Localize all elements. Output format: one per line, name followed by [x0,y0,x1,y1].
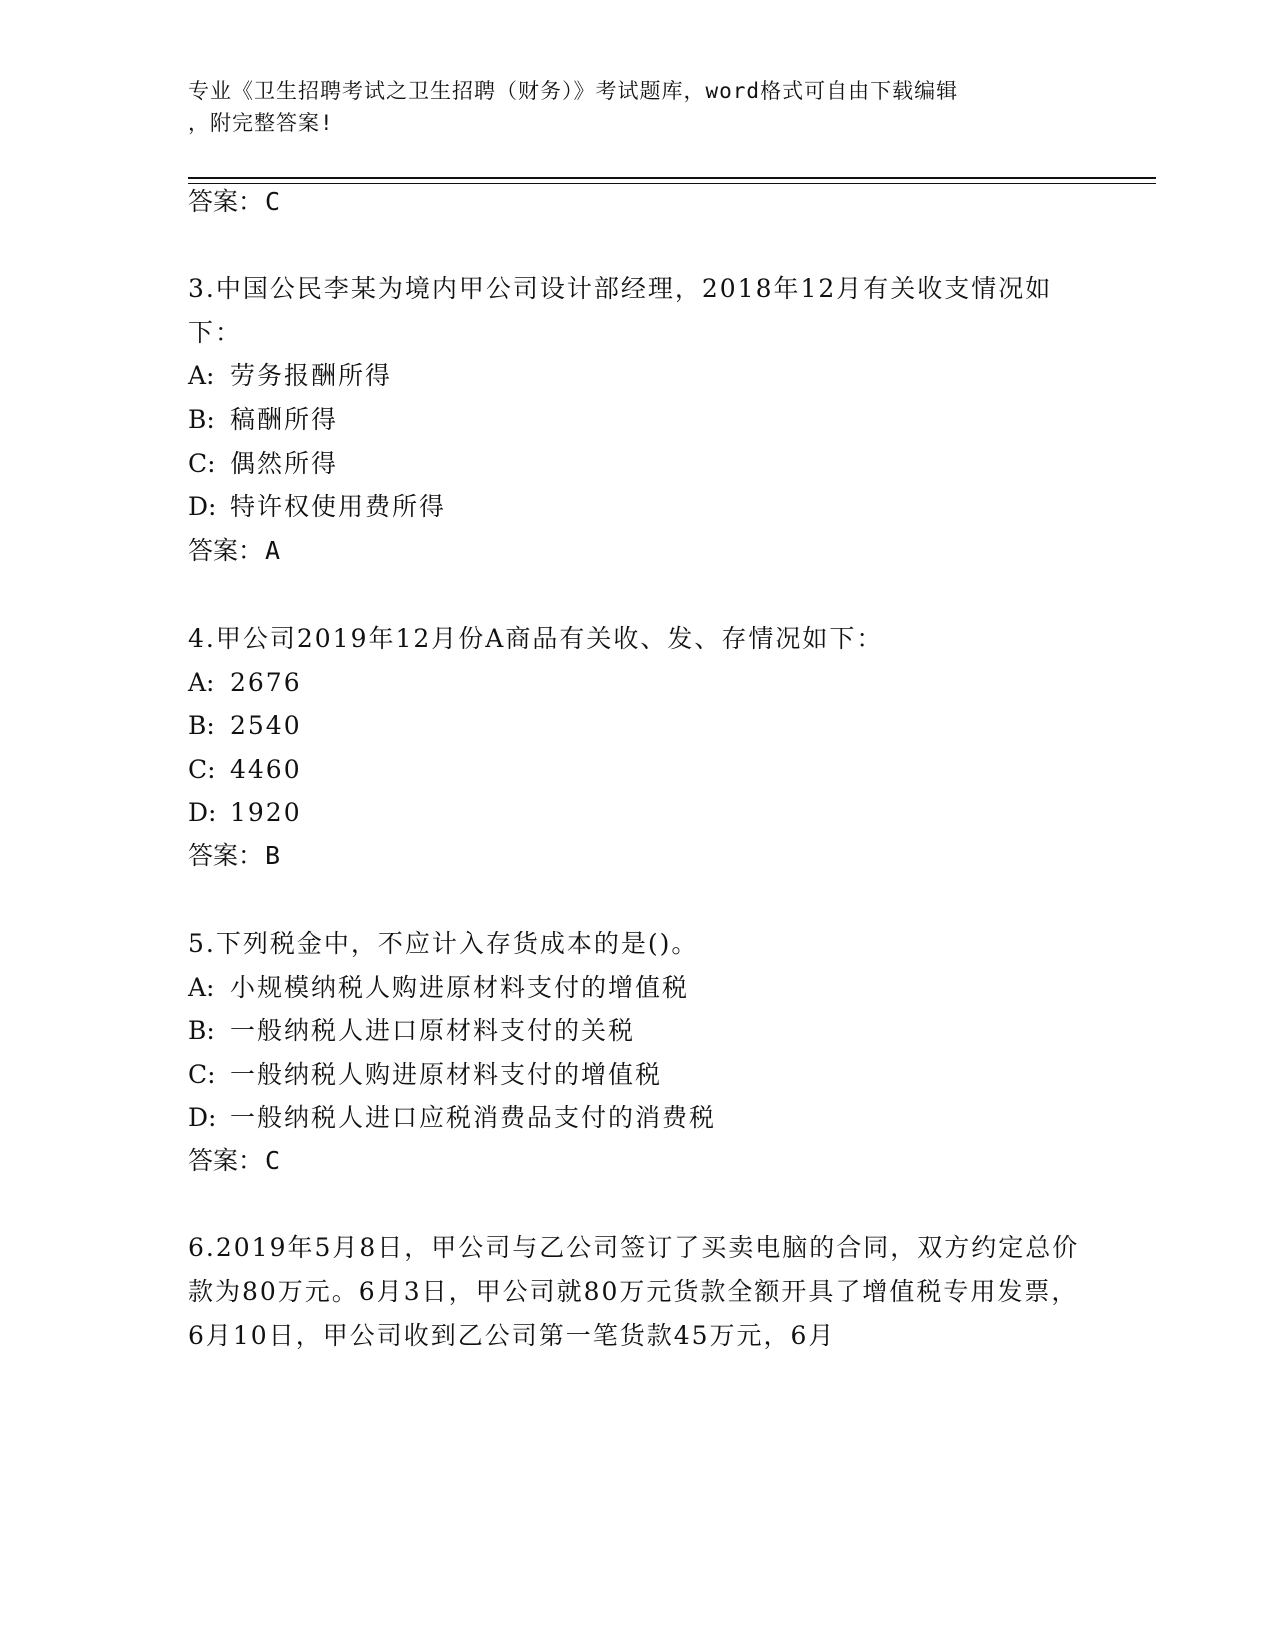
option-key: B: [188,711,215,740]
option-key: C: [188,449,216,478]
option-text: 小规模纳税人购进原材料支付的增值税 [230,973,690,1002]
question-stem: 3.中国公民李某为境内甲公司设计部经理，2018年12月有关收支情况如下： [188,274,1053,347]
option-text: 一般纳税人购进原材料支付的增值税 [230,1060,663,1089]
option-c [188,755,1088,785]
question-stem: 5.下列税金中，不应计入存货成本的是()。 [188,929,699,958]
option-text: 一般纳税人进口原材料支付的关税 [230,1016,636,1045]
option-text: 1920 [230,798,302,827]
option-d [188,492,1088,522]
option-text: 2540 [230,711,302,740]
option-text: 4460 [230,755,302,784]
option-text: 一般纳税人进口应税消费品支付的消费税 [230,1103,717,1132]
option-text: 偶然所得 [230,449,339,478]
option-a [188,361,1088,391]
option-key: C: [188,1060,216,1089]
question-stem: 4.甲公司2019年12月份A商品有关收、发、存情况如下： [188,624,884,653]
answer-line [188,841,280,871]
option-a [188,668,1088,698]
option-d [188,1103,1088,1133]
header-title-line2: ，附完整答案! [188,111,334,135]
answer-line [188,187,280,217]
answer-value: C [265,187,281,216]
header-rule-thick [188,177,1156,179]
option-d [188,798,1088,828]
header-title-line1: 专业《卫生招聘考试之卫生招聘（财务）》考试题库，word格式可自由下载编辑 [188,79,959,103]
option-b [188,1016,1088,1046]
answer-line [188,536,280,566]
answer-label: 答案： [188,536,264,565]
option-key: D: [188,798,217,827]
option-c [188,1060,1088,1090]
option-text: 稿酬所得 [230,405,339,434]
answer-label: 答案： [188,187,264,216]
option-key: D: [188,492,217,521]
option-c [188,449,1088,479]
answer-value: B [265,841,281,870]
answer-label: 答案： [188,1146,264,1175]
option-text: 特许权使用费所得 [230,492,447,521]
answer-value: A [265,536,281,565]
option-key: D: [188,1103,217,1132]
question-stem: 6.2019年5月8日，甲公司与乙公司签订了买卖电脑的合同，双方约定总价款为80万元。6月3日，甲公司就80万元货款全额开具了增值税专用发票，6月10日，甲公司收到乙公司第一笔货款45万元，6月 [188,1233,1080,1350]
option-key: A: [188,361,215,390]
option-key: B: [188,405,215,434]
option-text: 劳务报酬所得 [230,361,393,390]
option-b [188,711,1088,741]
option-key: C: [188,755,216,784]
option-a [188,973,1088,1003]
option-key: B: [188,1016,215,1045]
option-key: A: [188,973,215,1002]
option-key: A: [188,668,215,697]
answer-value: C [265,1146,281,1175]
document-header [188,75,1078,139]
option-b [188,405,1088,435]
answer-line [188,1146,280,1176]
option-text: 2676 [230,668,302,697]
answer-label: 答案： [188,841,264,870]
header-rule-thin [188,183,1156,184]
